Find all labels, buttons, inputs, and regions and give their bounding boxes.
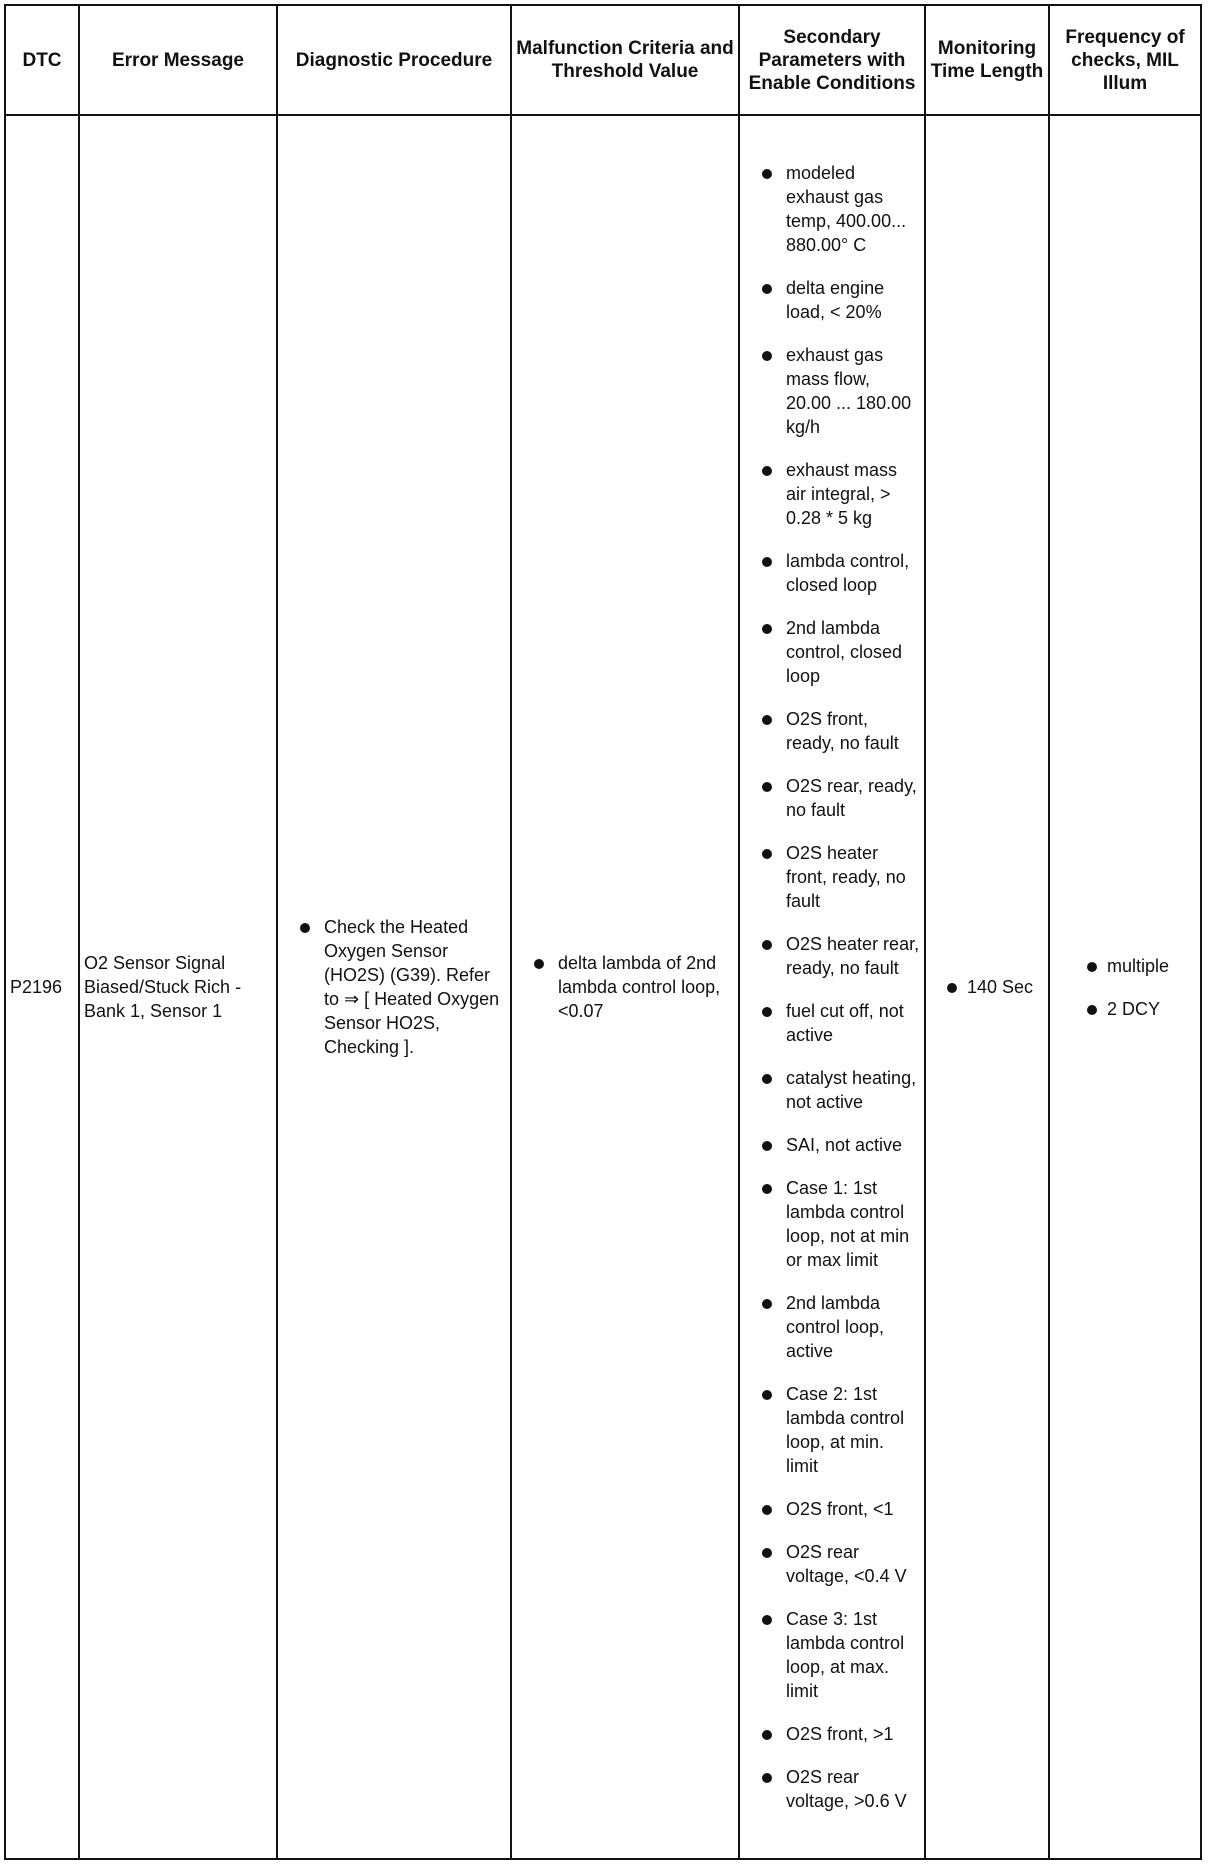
monitoring-time-list <box>941 975 1033 999</box>
diagnostic-procedure-cell <box>277 115 511 1859</box>
table-row <box>5 115 1201 1859</box>
header-monitoring-time: Monitoring Time Length <box>925 5 1049 115</box>
header-diagnostic-procedure: Diagnostic Procedure <box>277 5 511 115</box>
list-item: Case 2: 1st lambda control loop, at min. limit <box>744 1382 920 1478</box>
list-item: Case 1: 1st lambda control loop, not at min or max limit <box>744 1176 920 1272</box>
malfunction-criteria-cell <box>511 115 739 1859</box>
list-item: O2S rear voltage, >0.6 V <box>744 1765 920 1813</box>
secondary-parameters-list <box>744 161 920 1813</box>
list-item: SAI, not active <box>744 1133 920 1157</box>
list-item: O2S heater rear, ready, no fault <box>744 932 920 980</box>
malfunction-criteria-list <box>516 951 734 1023</box>
list-item: Check the Heated Oxygen Sensor (HO2S) (G39). Refer to ⇒ [ Heated Oxygen Sensor HO2S, Checking ]. <box>282 915 506 1059</box>
header-frequency: Frequency of checks, MIL Illum <box>1049 5 1201 115</box>
list-item: catalyst heating, not active <box>744 1066 920 1114</box>
list-item: O2S rear, ready, no fault <box>744 774 920 822</box>
list-item: exhaust mass air integral, > 0.28 * 5 kg <box>744 458 920 530</box>
list-item: O2S front, ready, no fault <box>744 707 920 755</box>
header-row <box>5 5 1201 115</box>
monitoring-time-cell <box>925 115 1049 1859</box>
secondary-parameters-cell <box>739 115 925 1859</box>
header-error-message: Error Message <box>79 5 277 115</box>
list-item: 2nd lambda control loop, active <box>744 1291 920 1363</box>
list-item: O2S rear voltage, <0.4 V <box>744 1540 920 1588</box>
list-item: exhaust gas mass flow, 20.00 ... 180.00 kg/h <box>744 343 920 439</box>
list-item: delta lambda of 2nd lambda control loop, <0.07 <box>516 951 734 1023</box>
list-item: Case 3: 1st lambda control loop, at max. limit <box>744 1607 920 1703</box>
dtc-code-cell: P2196 <box>5 115 79 1859</box>
list-item: fuel cut off, not active <box>744 999 920 1047</box>
header-dtc: DTC <box>5 5 79 115</box>
list-item: 140 Sec <box>941 975 1033 999</box>
header-malfunction-criteria: Malfunction Criteria and Threshold Value <box>511 5 739 115</box>
diagnostic-procedure-list <box>282 915 506 1059</box>
list-item: 2 DCY <box>1081 997 1169 1021</box>
error-message-cell: O2 Sensor Signal Biased/Stuck Rich - Bank 1, Sensor 1 <box>79 115 277 1859</box>
frequency-cell <box>1049 115 1201 1859</box>
list-item: 2nd lambda control, closed loop <box>744 616 920 688</box>
list-item: O2S front, >1 <box>744 1722 920 1746</box>
frequency-list <box>1081 954 1169 1021</box>
list-item: O2S front, <1 <box>744 1497 920 1521</box>
list-item: lambda control, closed loop <box>744 549 920 597</box>
list-item: O2S heater front, ready, no fault <box>744 841 920 913</box>
list-item: delta engine load, < 20% <box>744 276 920 324</box>
header-secondary-parameters: Secondary Parameters with Enable Conditions <box>739 5 925 115</box>
dtc-table <box>4 4 1202 1860</box>
list-item: multiple <box>1081 954 1169 978</box>
list-item: modeled exhaust gas temp, 400.00... 880.00° C <box>744 161 920 257</box>
